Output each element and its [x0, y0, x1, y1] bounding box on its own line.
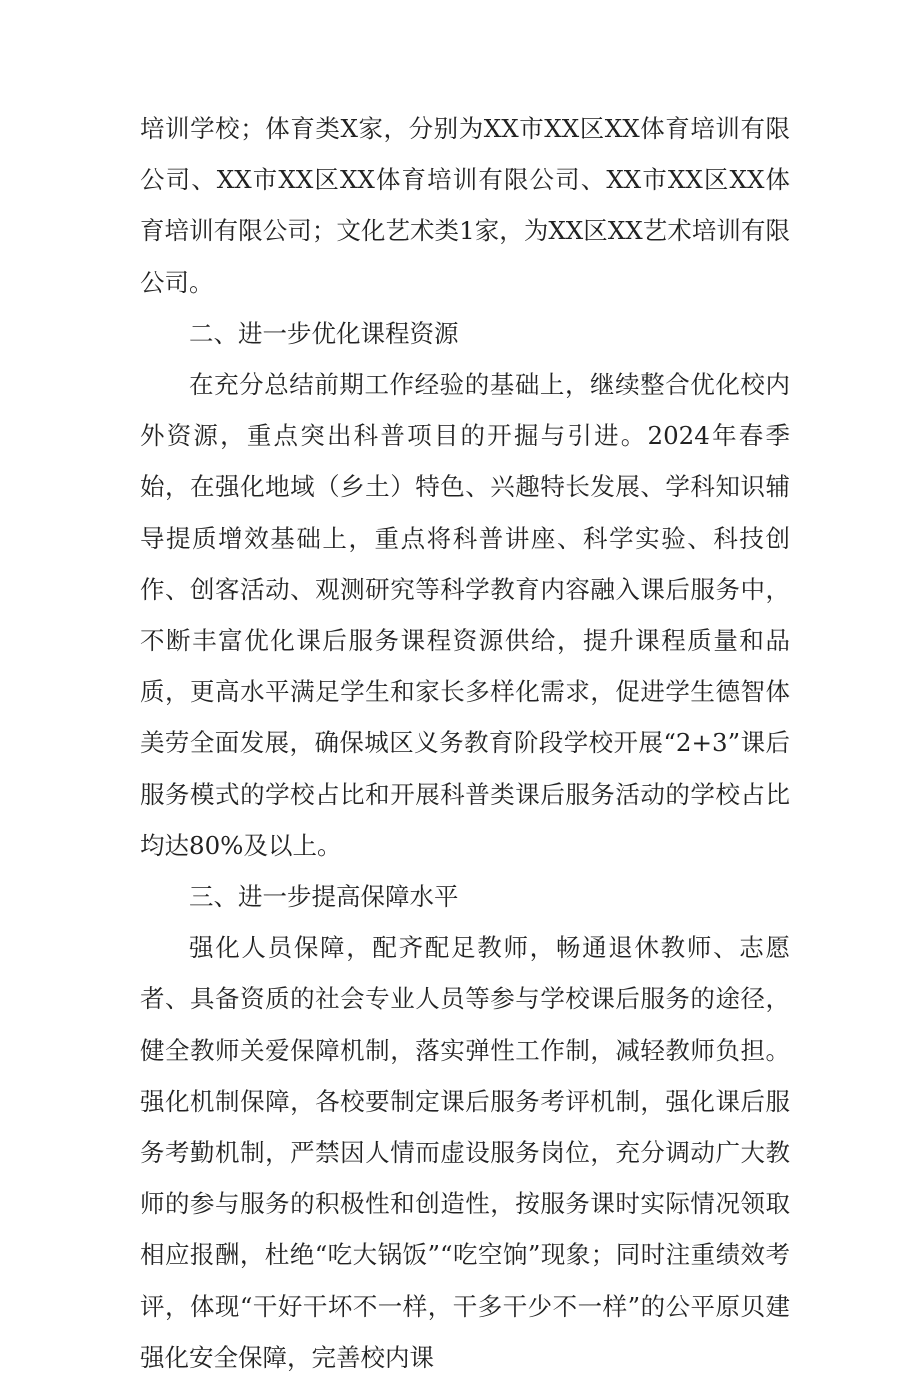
- paragraph-optimize-curriculum: 在充分总结前期工作经验的基础上，继续整合优化校内外资源，重点突出科普项目的开掘与引进。2024年春季始，在强化地域（乡土）特色、兴趣特长发展、学科知识辅导提质增效基础上，重点将科普讲座、科学实验、科技创作、创客活动、观测研究等科学教育内容融入课后服务中，不断丰富优化课后服务课程资源供给，提升课程质量和品质，更高水平满足学生和家长多样化需求，促进学生德智体美劳全面发展，确保城区义务教育阶段学校开展“2+3”课后服务模式的学校占比和开展科普类课后服务活动的学校占比均达80%及以上。: [140, 370, 790, 860]
- document-body: [140, 103, 790, 1383]
- paragraph-continued: 培训学校；体育类X家，分别为XX市XX区XX体育培训有限公司、XX市XX区XX体育培训有限公司、XX市XX区XX体育培训有限公司；文化艺术类1家，为XX区XX艺术培训有限公司。: [140, 114, 790, 297]
- paragraph-improve-guarantee: 强化人员保障，配齐配足教师，畅通退休教师、志愿者、具备资质的社会专业人员等参与学校课后服务的途径，健全教师关爱保障机制，落实弹性工作制，减轻教师负担。强化机制保障，各校要制定课后服务考评机制，强化课后服务考勤机制，严禁因人情而虚设服务岗位，充分调动广大教师的参与服务的积极性和创造性，按服务课时实际情况领取相应报酬，杜绝“吃大锅饭”“吃空饷”现象；同时注重绩效考评，体现“干好干坏不一样，干多干少不一样”的公平原贝建强化安全保障，完善校内课: [140, 933, 790, 1372]
- section-heading-improve-guarantee: 三、进一步提高保障水平: [189, 882, 459, 912]
- section-heading-optimize-curriculum: 二、进一步优化课程资源: [189, 318, 459, 348]
